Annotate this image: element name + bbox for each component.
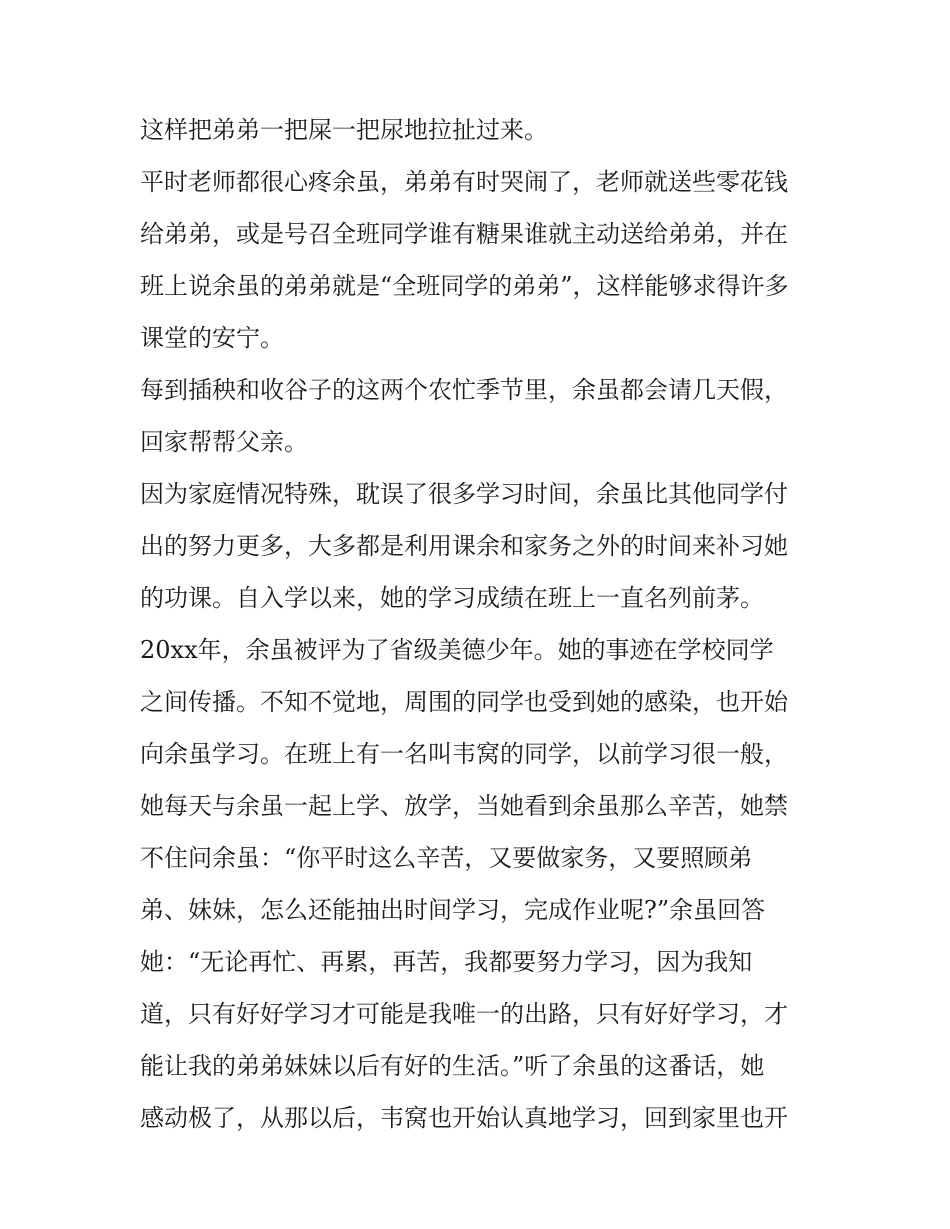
text-line: 因为家庭情况特殊，耽误了很多学习时间，余虽比其他同学付 <box>140 480 788 508</box>
text-line: 课堂的安宁。 <box>140 324 284 352</box>
text-line: 道，只有好好学习才可能是我唯一的出路，只有好好学习，才 <box>140 1000 788 1028</box>
text-line: 班上说余虽的弟弟就是“全班同学的弟弟”，这样能够求得许多 <box>140 272 789 300</box>
text-line: 她：“无论再忙、再累，再苦，我都要努力学习，因为我知 <box>140 948 753 976</box>
text-line: 的功课。自入学以来，她的学习成绩在班上一直名列前茅。 <box>140 584 764 612</box>
text-line: 给弟弟，或是号召全班同学谁有糖果谁就主动送给弟弟，并在 <box>140 220 788 248</box>
text-line: 回家帮帮父亲。 <box>140 428 308 456</box>
text-line: 20xx年，余虽被评为了省级美德少年。她的事迹在学校同学 <box>140 636 774 664</box>
text-line: 平时老师都很心疼余虽，弟弟有时哭闹了，老师就送些零花钱 <box>140 168 788 196</box>
text-line: 感动极了，从那以后，韦窝也开始认真地学习，回到家里也开 <box>140 1104 788 1132</box>
text-line: 她每天与余虽一起上学、放学，当她看到余虽那么辛苦，她禁 <box>140 792 788 820</box>
text-line: 弟、妹妹，怎么还能抽出时间学习，完成作业呢?”余虽回答 <box>140 896 766 924</box>
text-line: 之间传播。不知不觉地，周围的同学也受到她的感染，也开始 <box>140 688 788 716</box>
document-body <box>140 107 830 1147</box>
text-line: 能让我的弟弟妹妹以后有好的生活。”听了余虽的这番话，她 <box>140 1052 765 1080</box>
text-line: 出的努力更多，大多都是利用课余和家务之外的时间来补习她 <box>140 532 788 560</box>
text-line: 每到插秧和收谷子的这两个农忙季节里，余虽都会请几天假， <box>140 376 788 404</box>
text-line: 向余虽学习。在班上有一名叫韦窝的同学，以前学习很一般， <box>140 740 788 768</box>
text-line: 不住问余虽：“你平时这么辛苦，又要做家务，又要照顾弟 <box>140 844 753 872</box>
text-line: 这样把弟弟一把屎一把尿地拉扯过来。 <box>140 116 548 144</box>
